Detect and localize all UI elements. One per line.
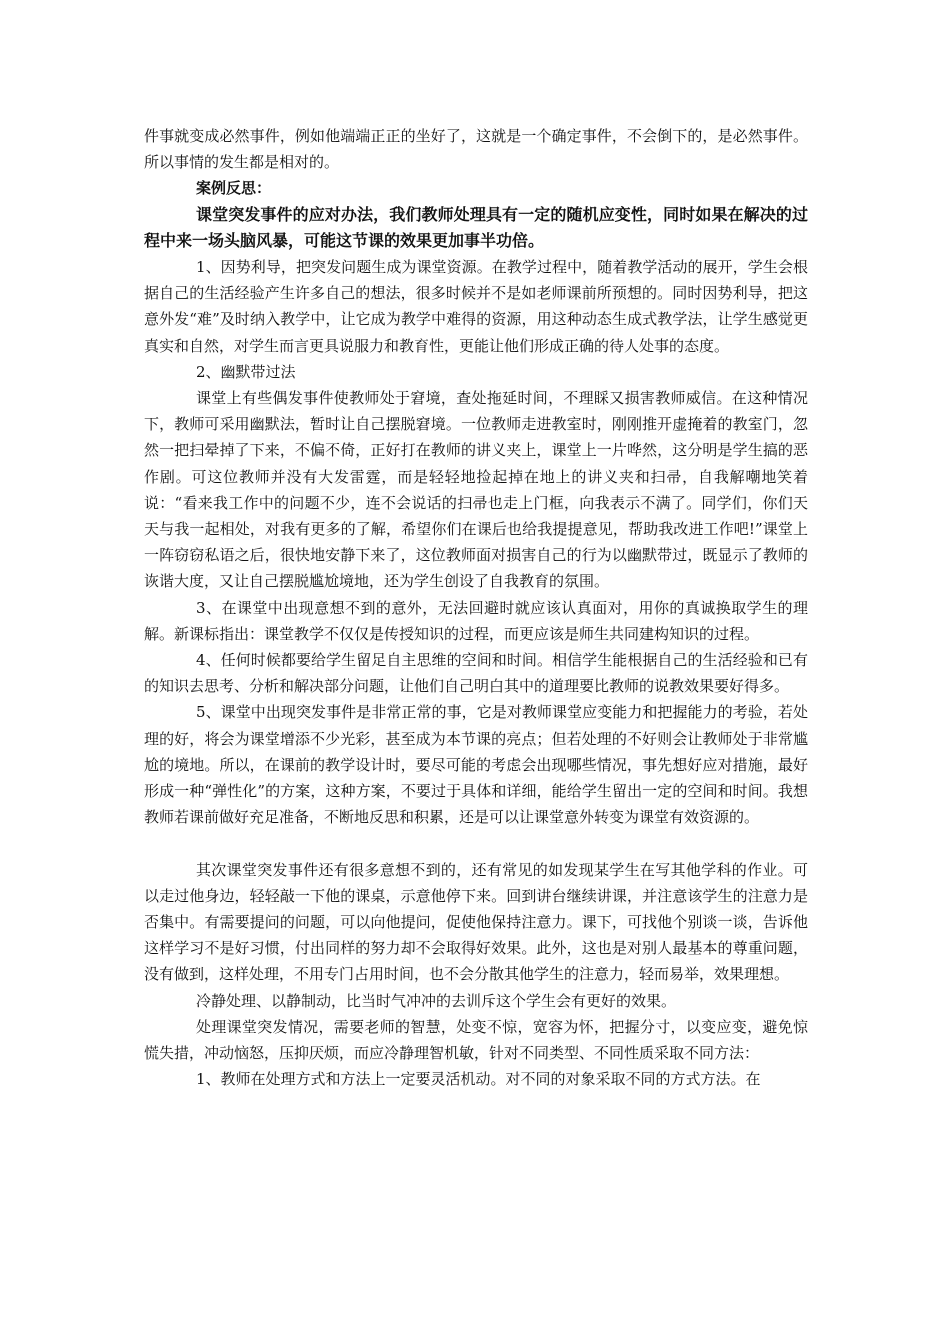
paragraph-humor-example: 课堂上有些偶发事件使教师处于窘境，查处拖延时间，不理睬又损害教师威信。在这种情况下，教师可采用幽默法，暂时让自己摆脱窘境。一位教师走进教室时，刚刚推开虚掩着的教室门，忽然一把扫晕掉了下来，不偏不倚，正好打在教师的讲义夹上，课堂上一片哗然，这分明是学生搞的恶作剧。可这位教师并没有大发雷霆，而是轻轻地捡起掉在地上的讲义夹和扫帚，自我解嘲地笑着说：“看来我工作中的问题不少，连不会说话的扫帚也走上门框，向我表示不满了。同学们，你们天天与我一起相处，对我有更多的了解，希望你们在课后也给我提提意见，帮助我改进工作吧!”课堂上一阵窃窃私语之后，很快地安静下来了，这位教师面对损害自己的行为以幽默带过，既显示了教师的诙谐大度，又让自己摆脱尴尬境地，还为学生创设了自我教育的氛围。 (144, 389, 808, 591)
paragraph-summary: 课堂突发事件的应对办法，我们教师处理具有一定的随机应变性，同时如果在解决的过程中来一场头脑风暴，可能这节课的效果更加事半功倍。 (144, 204, 808, 250)
paragraph-point-1: 1、因势利导，把突发问题生成为课堂资源。在教学过程中，随着教学活动的展开，学生会根据自己的生活经验产生许多自己的想法，很多时候并不是如老师课前所预想的。同时因势利导，把这意外发“难”及时纳入教学中，让它成为教学中难得的资源，用这种动态生成式教学法，让学生感觉更真实和自然，对学生而言更具说服力和教育性，更能让他们形成正确的待人处事的态度。 (144, 258, 808, 355)
paragraph-other-incidents: 其次课堂突发事件还有很多意想不到的，还有常见的如发现某学生在写其他学科的作业。可以走过他身边，轻轻敲一下他的课桌，示意他停下来。回到讲台继续讲课，并注意该学生的注意力是否集中。有需要提问的问题，可以向他提问，促使他保持注意力。课下，可找他个别谈一谈，告诉他这样学习不是好习惯，付出同样的努力却不会取得好效果。此外，这也是对别人最基本的尊重问题，没有做到，这样处理，不用专门占用时间，也不会分散其他学生的注意力，轻而易举，效果理想。 (144, 860, 808, 984)
paragraph-calm-handling: 冷静处理、以静制动，比当时气冲冲的去训斥这个学生会有更好的效果。 (196, 991, 677, 1010)
heading-case-reflection: 案例反思： (196, 179, 272, 198)
paragraph-point-3: 3、在课堂中出现意想不到的意外，无法回避时就应该认真面对，用你的真诚换取学生的理解。新课标指出：课堂教学不仅仅是传授知识的过程，而更应该是师生共同建构知识的过程。 (144, 598, 808, 643)
heading-humor-method: 2、幽默带过法 (196, 362, 296, 381)
document-page (144, 123, 808, 1093)
paragraph-point-4: 4、任何时候都要给学生留足自主思维的空间和时间。相信学生能根据自己的生活经验和已有的知识去思考、分析和解决部分问题，让他们自己明白其中的道理要比教师的说教效果要好得多。 (144, 651, 808, 696)
blank-line (144, 830, 808, 856)
paragraph-flexible-method: 1、教师在处理方式和方法上一定要灵活机动。对不同的对象采取不同的方式方法。在 (196, 1070, 761, 1089)
paragraph-point-5: 5、课堂中出现突发事件是非常正常的事，它是对教师课堂应变能力和把握能力的考验，若处理的好，将会为课堂增添不少光彩，甚至成为本节课的亮点；但若处理的不好则会让教师处于非常尴尬的境地。所以，在课前的教学设计时，要尽可能的考虑会出现哪些情况，事先想好应对措施，最好形成一种“弹性化”的方案，这种方案，不要过于具体和详细，能给学生留出一定的空间和时间。我想教师若课前做好充足准备，不断地反思和积累，还是可以让课堂意外转变为课堂有效资源的。 (144, 703, 808, 827)
paragraph-handling-wisdom: 处理课堂突发情况，需要老师的智慧，处变不惊，宽容为怀，把握分寸，以变应变，避免惊慌失措，冲动恼怒，压抑厌烦，而应冷静理智机敏，针对不同类型、不同性质采取不同方法： (144, 1017, 808, 1063)
paragraph-continuation: 件事就变成必然事件，例如他端端正正的坐好了，这就是一个确定事件，不会倒下的，是必然事件。所以事情的发生都是相对的。 (144, 127, 808, 172)
